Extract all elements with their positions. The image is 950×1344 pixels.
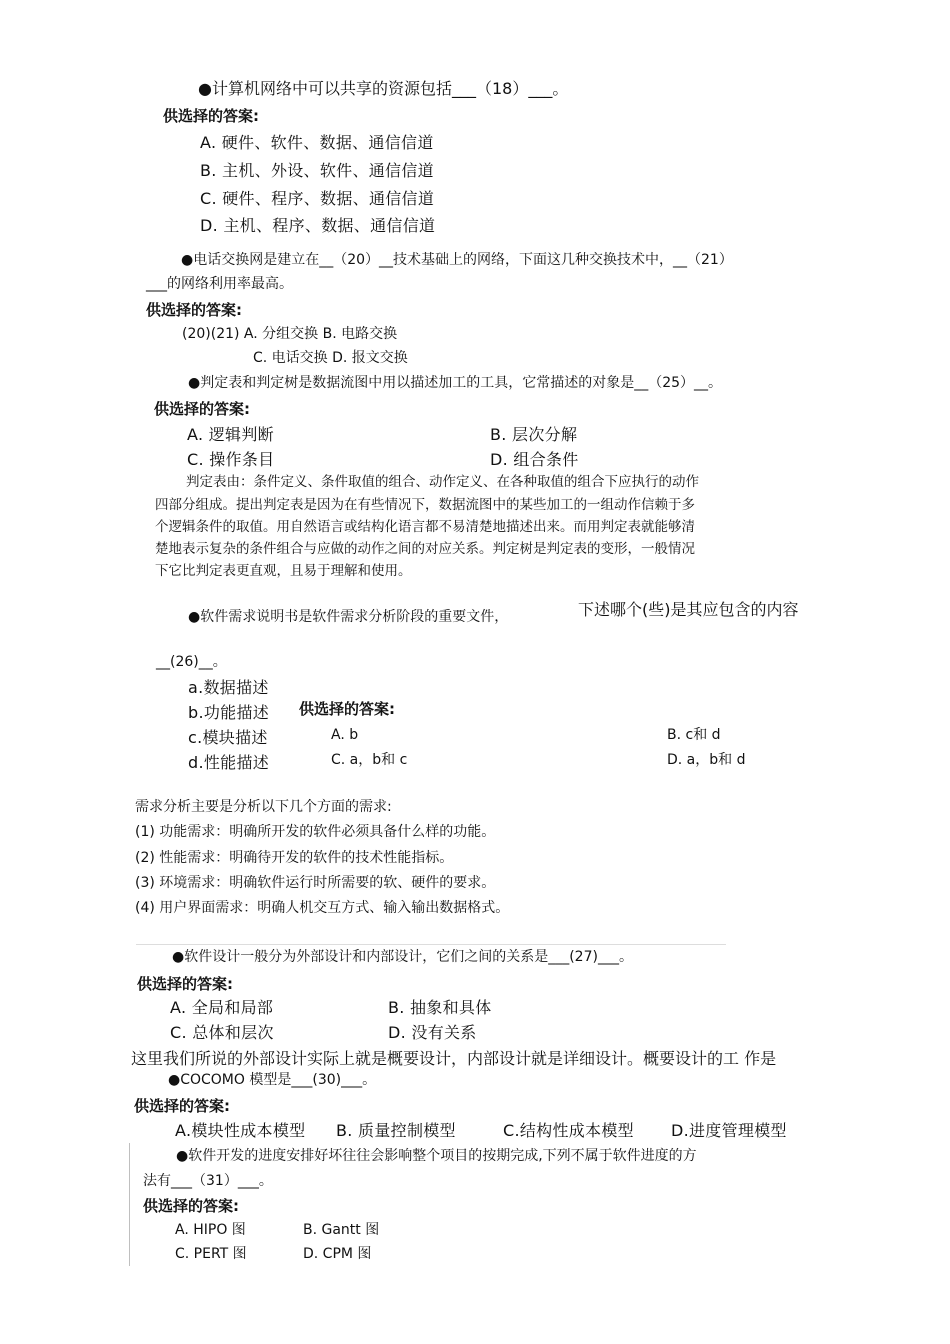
option-26-b: B. c和 d — [667, 727, 721, 743]
option-25-c: C. 操作条目 — [187, 450, 275, 469]
question-31-line2: 法有___（31）___。 — [143, 1173, 273, 1189]
note-27: 这里我们所说的外部设计实际上就是概要设计，内部设计就是详细设计。概要设计的工 作是 — [131, 1049, 777, 1068]
note-25-line1: 判定表由：条件定义、条件取值的组合、动作定义、在各种取值的组合下应执行的动作 — [186, 474, 699, 490]
option-18-a: A. 硬件、软件、数据、通信信道 — [200, 133, 434, 152]
note-25-line2: 四部分组成。提出判定表是因为在有些情况下，数据流图中的某些加工的一组动作信赖于多 — [155, 497, 695, 513]
question-18: ●计算机网络中可以共享的资源包括___（18）___。 — [198, 79, 569, 98]
option-30-a: A.模块性成本模型 — [175, 1121, 306, 1140]
option-26-c: C. a，b和 c — [331, 752, 408, 768]
option-26-a: A. b — [331, 727, 359, 743]
option-31-a: A. HIPO 图 — [175, 1222, 246, 1238]
options-20-row2: C. 电话交换 D. 报文交换 — [253, 350, 408, 366]
question-27: ●软件设计一般分为外部设计和内部设计，它们之间的关系是___(27)___。 — [172, 949, 633, 965]
option-30-b: B. 质量控制模型 — [336, 1121, 456, 1140]
option-27-a: A. 全局和局部 — [170, 998, 274, 1017]
option-31-d: D. CPM 图 — [303, 1246, 372, 1262]
option-26-d: D. a，b和 d — [667, 752, 746, 768]
explain-26-item2: (2) 性能需求：明确待开发的软件的技术性能指标。 — [135, 850, 454, 866]
option-31-c: C. PERT 图 — [175, 1246, 247, 1262]
answer-label-26: 供选择的答案: — [299, 700, 395, 718]
question-20-line2: ___的网络利用率最高。 — [146, 276, 293, 292]
options-20-row1: (20)(21) A. 分组交换 B. 电路交换 — [182, 326, 398, 342]
option-27-c: C. 总体和层次 — [170, 1023, 274, 1042]
option-30-c: C.结构性成本模型 — [503, 1121, 634, 1140]
option-18-b: B. 主机、外设、软件、通信信道 — [200, 161, 434, 180]
note-25-line4: 楚地表示复杂的条件组合与应做的动作之间的对应关系。判定树是判定表的变形，一般情况 — [155, 541, 695, 557]
answer-label-20: 供选择的答案: — [146, 301, 242, 319]
option-25-d: D. 组合条件 — [490, 450, 579, 469]
option-27-b: B. 抽象和具体 — [388, 998, 492, 1017]
note-25-line3: 个逻辑条件的取值。用自然语言或结构化语言都不易清楚地描述出来。而用判定表就能够清 — [155, 519, 695, 535]
option-18-d: D. 主机、程序、数据、通信信道 — [200, 216, 436, 235]
question-26-part2: 下述哪个(些)是其应包含的内容 — [578, 600, 799, 619]
explain-26-item1: (1) 功能需求：明确所开发的软件必须具备什么样的功能。 — [135, 824, 496, 840]
note-25-line5: 下它比判定表更直观，且易于理解和使用。 — [155, 563, 412, 579]
separator-line — [136, 944, 726, 945]
option-25-a: A. 逻辑判断 — [187, 425, 274, 444]
question-26-part1: ●软件需求说明书是软件需求分析阶段的重要文件， — [188, 609, 509, 625]
item-26-d: d.性能描述 — [188, 753, 270, 772]
item-26-b: b.功能描述 — [188, 703, 270, 722]
item-26-a: a.数据描述 — [188, 678, 269, 697]
answer-label-18: 供选择的答案: — [163, 107, 259, 125]
quote-bar — [129, 1143, 130, 1266]
explain-26-item4: (4) 用户界面需求：明确人机交互方式、输入输出数据格式。 — [135, 900, 510, 916]
explain-26-title: 需求分析主要是分析以下几个方面的需求: — [135, 799, 392, 815]
option-18-c: C. 硬件、程序、数据、通信信道 — [200, 189, 435, 208]
answer-label-31: 供选择的答案: — [143, 1197, 239, 1215]
option-25-b: B. 层次分解 — [490, 425, 578, 444]
option-31-b: B. Gantt 图 — [303, 1222, 380, 1238]
option-27-d: D. 没有关系 — [388, 1023, 477, 1042]
explain-26-item3: (3) 环境需求：明确软件运行时所需要的软、硬件的要求。 — [135, 875, 496, 891]
answer-label-25: 供选择的答案: — [154, 400, 250, 418]
answer-label-30: 供选择的答案: — [134, 1097, 230, 1115]
question-30: ●COCOMO 模型是___(30)___。 — [168, 1072, 377, 1088]
option-30-d: D.进度管理模型 — [671, 1121, 787, 1140]
question-20-line1: ●电话交换网是建立在__（20）__技术基础上的网络，下面这几种交换技术中，__（21） — [181, 252, 733, 268]
answer-label-27: 供选择的答案: — [137, 975, 233, 993]
item-26-c: c.模块描述 — [188, 728, 268, 747]
question-26-blank: __(26)__。 — [156, 654, 227, 670]
question-31-line1: ●软件开发的进度安排好坏往往会影响整个项目的按期完成,下列不属于软件进度的方 — [176, 1148, 697, 1164]
question-25: ●判定表和判定树是数据流图中用以描述加工的工具，它常描述的对象是__（25）__。 — [188, 375, 723, 391]
